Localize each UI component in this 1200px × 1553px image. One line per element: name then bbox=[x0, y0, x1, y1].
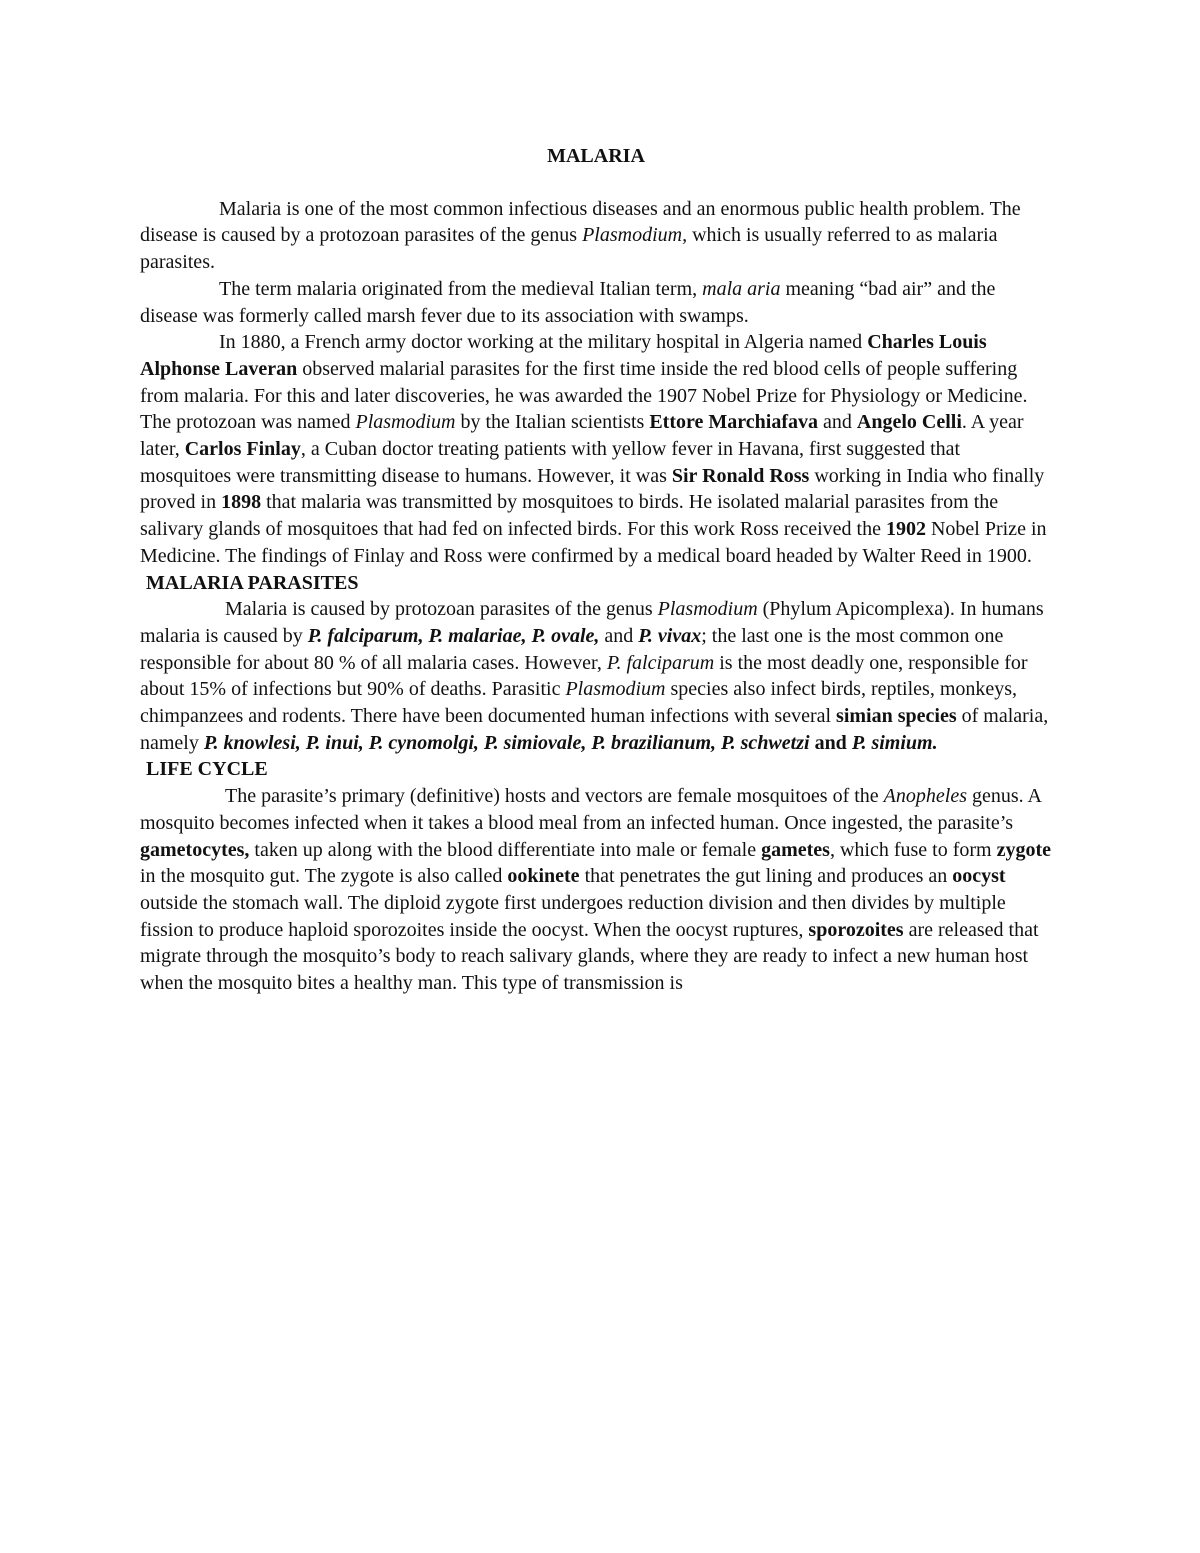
text-run: Plasmodium bbox=[355, 411, 456, 434]
text-run: 1898 bbox=[221, 491, 262, 514]
text-run: (Phylum Apicomplexa). In humans malaria is caused by bbox=[140, 598, 1044, 647]
text-run: ; the last one is the most common one responsible for about 80 % of all malaria cases. However, bbox=[140, 624, 1004, 674]
section-heading-parasites: MALARIA PARASITES bbox=[146, 571, 359, 594]
text-run: Charles Louis Alphonse Laveran bbox=[140, 331, 987, 380]
parasites-paragraph bbox=[140, 596, 1052, 756]
life-cycle-paragraph bbox=[140, 783, 1052, 997]
text-run: Sir Ronald Ross bbox=[671, 464, 810, 487]
text-run: P. falciparum bbox=[606, 651, 715, 674]
text-run: Angelo Celli bbox=[856, 411, 962, 434]
text-run: that malaria was transmitted by mosquitoes to birds. He isolated malarial parasites from the salivary glands of mosquitoes that had fed on infected birds. For this work Ross received the bbox=[140, 491, 999, 541]
text-run: which is usually referred to as malaria parasites. bbox=[140, 224, 998, 274]
section-heading-life-cycle: LIFE CYCLE bbox=[146, 758, 268, 781]
text-run: zygote bbox=[996, 838, 1052, 861]
text-run: taken up along with the blood differentiate into male or female bbox=[249, 838, 762, 861]
text-run: P. knowlesi, P. inui, P. cynomolgi, P. simiovale, P. brazilianum, P. schwetzi bbox=[203, 731, 810, 754]
text-run: P. vivax bbox=[638, 624, 702, 647]
document-page bbox=[140, 143, 1052, 997]
text-run: Plasmodium, bbox=[582, 224, 688, 247]
text-run: Malaria is one of the most common infectious diseases and an enormous public health problem. The disease is caused by a protozoan parasites of the genus bbox=[140, 197, 1021, 247]
text-run: that penetrates the gut lining and produces an bbox=[579, 865, 953, 888]
text-run: , which fuse to form bbox=[829, 838, 997, 861]
document-title: MALARIA bbox=[547, 145, 645, 167]
text-run: ookinete bbox=[507, 865, 580, 888]
text-run: , a Cuban doctor treating patients with yellow fever in Havana, first suggested that mosquitoes were transmitting disease to humans. However, it was bbox=[140, 438, 961, 487]
text-run: P. simium. bbox=[851, 731, 938, 754]
text-run: gametes bbox=[761, 838, 830, 861]
text-run: In 1880, a French army doctor working at the military hospital in Algeria named bbox=[219, 331, 868, 354]
text-run: Plasmodium bbox=[565, 678, 666, 701]
text-run: genus. A mosquito becomes infected when it takes a blood meal from an infected human. Once ingested, the parasite’s bbox=[140, 785, 1041, 834]
text-run: and bbox=[818, 411, 857, 434]
text-run: P. falciparum, P. malariae, P. ovale, bbox=[307, 624, 600, 647]
text-run: Ettore Marchiafava bbox=[649, 411, 819, 434]
text-run: by the Italian scientists bbox=[455, 411, 650, 434]
text-run: simian species bbox=[836, 705, 957, 728]
text-run: and bbox=[599, 624, 639, 647]
text-run: The parasite’s primary (definitive) hosts and vectors are female mosquitoes of the bbox=[225, 785, 884, 808]
text-run: Plasmodium bbox=[657, 598, 758, 621]
text-run: observed malarial parasites for the first time inside the red blood cells of people suffering from malaria. For this and later discoveries, he was awarded the 1907 Nobel Prize for Physiology or Medicine. The protozoan was named bbox=[140, 357, 1028, 434]
text-run: Anopheles bbox=[883, 785, 967, 808]
text-run: 1902 bbox=[885, 518, 926, 541]
text-run: outside the stomach wall. The diploid zygote first undergoes reduction division and then divides by multiple fission to produce haploid sporozoites inside the oocyst. When the oocyst ruptures, bbox=[140, 891, 1006, 941]
text-run: sporozoites bbox=[808, 918, 904, 941]
text-run: in the mosquito gut. The zygote is also called bbox=[140, 865, 508, 888]
text-run: species also infect birds, reptiles, monkeys, chimpanzees and rodents. There have been documented human infections with several bbox=[140, 678, 1018, 728]
intro-paragraph-3 bbox=[140, 329, 1052, 569]
intro-paragraph-2 bbox=[140, 276, 1052, 329]
text-run: is the most deadly one, responsible for about 15% of infections but 90% of deaths. Parasitic bbox=[140, 651, 1028, 701]
intro-paragraph-1 bbox=[140, 196, 1052, 276]
text-run: Nobel Prize in Medicine. The findings of Finlay and Ross were confirmed by a medical board headed by Walter Reed in 1900. bbox=[140, 518, 1047, 567]
text-run: Malaria is caused by protozoan parasites of the genus bbox=[225, 598, 658, 621]
text-run: oocyst bbox=[952, 865, 1006, 888]
text-run: and bbox=[809, 731, 852, 754]
text-run: are released that migrate through the mosquito’s body to reach salivary glands, where they are ready to infect a new human host when the mosquito bites a healthy man. This type of transmission is bbox=[140, 918, 1039, 995]
text-run: of malaria, namely bbox=[140, 705, 1049, 754]
text-run: gametocytes, bbox=[140, 838, 250, 861]
text-run: Carlos Finlay bbox=[184, 438, 301, 461]
text-run: mala aria bbox=[702, 277, 781, 300]
text-run: working in India who finally proved in bbox=[140, 464, 1045, 514]
text-run: meaning “bad air” and the disease was formerly called marsh fever due to its association with swamps. bbox=[140, 277, 996, 327]
text-run: . A year later, bbox=[140, 411, 1024, 461]
text-run: The term malaria originated from the medieval Italian term, bbox=[219, 277, 703, 300]
